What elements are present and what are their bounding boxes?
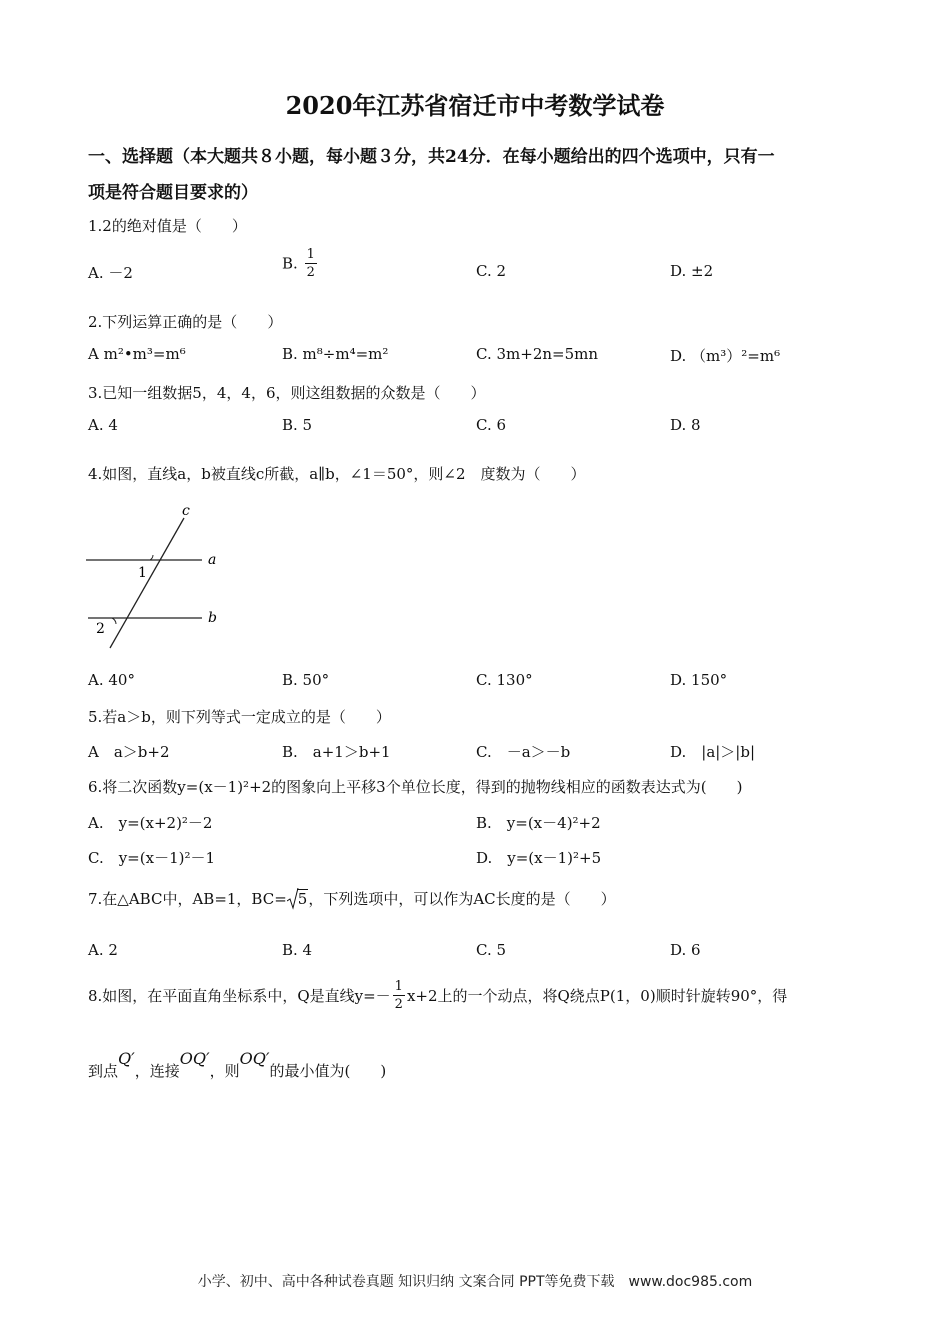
q2-option-d: D. （m³）²=m⁶ [670,347,781,365]
q4-option-b: B. 50° [282,671,330,689]
q8-fraction-numerator: 1 [394,979,403,994]
q8-oq-prime-2: OQ′ [239,1049,270,1068]
q7-option-d: D. 6 [670,941,701,959]
label-angle-2: 2 [96,621,105,637]
q1-fraction-denominator: 2 [306,265,315,280]
line-c [110,518,184,648]
q6-option-c: C. y=(x－1)²－1 [88,849,216,867]
q3-option-d: D. 8 [670,416,701,434]
q7-radicand: 5 [297,890,308,908]
label-b: b [208,610,217,626]
q2-stem: 2.下列运算正确的是（ ） [88,313,283,331]
q8-line2-c: ，则 [209,1062,240,1080]
q4-parallel-lines-figure [80,500,230,650]
q7-option-b: B. 4 [282,941,313,959]
q3-stem: 3.已知一组数据5，4，4，6，则这组数据的众数是（ ） [88,384,486,402]
label-c: c [182,503,190,519]
q1-option-b [282,248,319,279]
label-angle-1: 1 [138,565,147,581]
q1-fraction-numerator: 1 [306,247,315,262]
q1-option-b-fraction [305,248,317,279]
q5-option-a: A a＞b+2 [88,743,170,761]
q4-option-a: A. 40° [88,671,135,689]
section-heading-line2: 项是符合题目要求的） [88,183,258,203]
q6-stem: 6.将二次函数y=(x－1)²+2的图象向上平移3个单位长度，得到的抛物线相应的函数表达式为( ) [88,778,743,796]
q6-option-b: B. y=(x－4)²+2 [476,814,601,832]
q4-option-c: C. 130° [476,671,533,689]
q1-stem: 1.2的绝对值是（ ） [88,217,247,235]
q3-option-a: A. 4 [88,416,118,434]
q7-stem-suffix: ，下列选项中，可以作为AC长度的是（ ） [308,890,616,908]
q1-option-d: D. ±2 [670,262,714,280]
q8-fraction [393,980,405,1011]
q2-option-b: B. m⁸÷m⁴=m² [282,345,389,363]
q8-stem-line2 [88,1049,387,1081]
q4-option-d: D. 150° [670,671,728,689]
q4-stem: 4.如图，直线a，b被直线c所截，a∥b，∠1＝50°，则∠2 度数为（ ） [88,465,586,483]
q2-option-a: A m²•m³=m⁶ [88,345,186,363]
q8-line2-b: ，连接 [134,1062,180,1080]
q8-fraction-denominator: 2 [394,997,403,1012]
label-a: a [208,552,217,568]
q8-line2-a: 到点 [88,1062,119,1080]
q7-option-c: C. 5 [476,941,507,959]
q8-line2-d: 的最小值为( ) [269,1062,387,1080]
q8-stem-prefix: 8.如图，在平面直角坐标系中，Q是直线y=－ [88,987,391,1005]
q7-stem [88,888,616,909]
q8-stem-suffix: x+2上的一个动点，将Q绕点P(1，0)顺时针旋转90°，得 [406,987,788,1005]
q1-option-a: A. －2 [88,264,133,282]
q1-option-b-label: B. [282,254,298,273]
q7-option-a: A. 2 [88,941,118,959]
q3-option-c: C. 6 [476,416,507,434]
q7-sqrt [287,890,309,908]
q8-q-prime: Q′ [118,1049,135,1068]
angle-1-arc [150,555,153,560]
q7-stem-prefix: 7.在△ABC中，AB=1，BC= [88,890,287,908]
q3-option-b: B. 5 [282,416,313,434]
section-heading-line1: 一、选择题（本大题共８小题，每小题３分，共24分．在每小题给出的四个选项中，只有一 [88,147,775,167]
sqrt-sign-icon [287,888,299,910]
q6-option-a: A. y=(x+2)²－2 [88,814,213,832]
angle-2-arc [112,618,116,624]
q2-option-c: C. 3m+2n=5mn [476,345,599,363]
q8-stem [88,980,787,1011]
q5-stem: 5.若a＞b，则下列等式一定成立的是（ ） [88,708,391,726]
footer-download-link[interactable]: 小学、初中、高中各种试卷真题 知识归纳 文案合同 PPT等免费下载 www.doc985.com [197,1274,753,1290]
q6-option-d: D. y=(x－1)²+5 [476,849,602,867]
page-title: 2020年江苏省宿迁市中考数学试卷 [285,91,665,120]
q5-option-b: B. a+1＞b+1 [282,743,391,761]
q8-oq-prime: OQ′ [179,1049,210,1068]
q5-option-c: C. －a＞－b [476,743,571,761]
q5-option-d: D. |a|＞|b| [670,743,756,761]
q1-option-c: C. 2 [476,262,507,280]
